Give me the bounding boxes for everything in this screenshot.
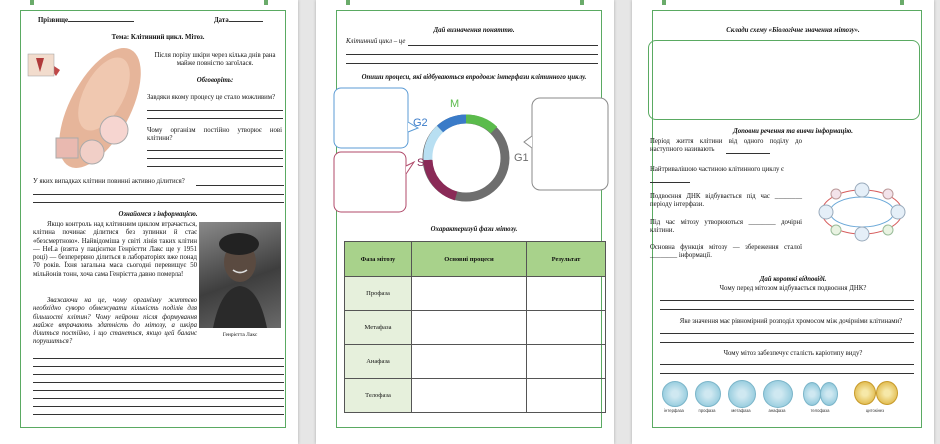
sentence-4: Під час мітозу утворюються ________ дочірні клітини. <box>650 219 802 235</box>
question-3: У яких випадках клітини повинні активно ділитися? <box>33 178 185 185</box>
sentence-5: Основна функція мітозу — збереження сталої ________ інформації. <box>650 244 802 260</box>
table-cell[interactable] <box>412 379 527 413</box>
sentence-2: Найтривалішою частиною клітинного циклу є <box>650 166 784 173</box>
table-cell[interactable] <box>527 379 606 413</box>
corner-flag <box>264 0 268 5</box>
telophase-cell-b <box>820 382 838 406</box>
worksheet-page-3 <box>632 0 934 444</box>
phase-name: Метафаза <box>345 311 412 345</box>
table-row <box>345 311 606 345</box>
corner-flag <box>662 0 666 5</box>
table-cell[interactable] <box>527 345 606 379</box>
corner-flag <box>580 0 584 5</box>
phase-name: Анафаза <box>345 345 412 379</box>
table-cell[interactable] <box>412 345 527 379</box>
finger-wound-illustration <box>22 46 144 170</box>
photo-caption: Генрієтта Лакс <box>222 332 258 338</box>
corner-flag <box>30 0 34 5</box>
answer-question-2: Яке значення має рівномірний розподіл хромосом між дочірніми клітинами? <box>679 318 903 325</box>
cytokinesis-cell-b <box>876 381 898 405</box>
discuss-heading: Обговоріть: <box>196 77 234 84</box>
complete-heading: Доповни речення та вивчи інформацію. <box>733 128 853 135</box>
strip-caption: інтерфаза <box>664 408 684 413</box>
strip-caption: цитокінез <box>865 408 885 413</box>
table-cell[interactable] <box>527 311 606 345</box>
sentence-1: Період життя клітини від одного поділу до наступного називають <box>650 138 802 154</box>
table-header: Результат <box>527 242 606 277</box>
worksheet-page-2 <box>316 0 614 444</box>
table-header: Фаза мітозу <box>345 242 412 277</box>
phase-m-label: M <box>450 98 460 110</box>
surname-label: Прізвище <box>38 17 134 25</box>
topic-title: Тема: Клітинний цикл. Мітоз. <box>111 34 205 41</box>
anaphase-cell <box>763 380 793 408</box>
definition-heading: Дай визначення поняттю. <box>433 27 515 34</box>
question-1: Завдяки якому процесу це стало можливим? <box>147 94 276 101</box>
phase-name: Телофаза <box>345 379 412 413</box>
table-cell[interactable] <box>527 277 606 311</box>
interphase-cell <box>662 381 688 407</box>
interphase-diagram <box>330 86 616 220</box>
intro-text: Після порізу шкіри через кілька днів рана майже повністю загоїлася. <box>154 52 276 68</box>
prophase-cell <box>695 381 721 407</box>
cytokinesis-cell-a <box>854 381 876 405</box>
phase-g1-label: G1 <box>514 152 529 164</box>
scheme-box[interactable] <box>648 40 920 120</box>
interphase-heading: Опиши процеси, які відбуваються впродовж інтерфази клітинного циклу. <box>361 74 587 81</box>
question-2: Чому організм постійно утворює нові клітини? <box>147 127 282 143</box>
table-row <box>345 379 606 413</box>
table-row <box>345 345 606 379</box>
table-cell[interactable] <box>412 277 527 311</box>
mitosis-phases-table <box>344 241 606 413</box>
table-header: Основні процеси <box>412 242 527 277</box>
table-heading: Охарактеризуй фази мітозу. <box>430 226 518 233</box>
cell-cycle-graphic <box>806 180 918 244</box>
corner-flag <box>346 0 350 5</box>
corner-flag <box>900 0 904 5</box>
reflection-question: Зважаючи на це, чому організму життєво необхідно суворо обмежувати кількість поділів для більшості клітин? Чому нейрони після формування майже втрачають здатність до мітозу, а шкіра ділиться постійно, і що станеться, якщо цей баланс порушиться? <box>33 297 197 346</box>
strip-caption: профаза <box>698 408 716 413</box>
phase-s-label: S <box>417 157 425 169</box>
info-text: Якщо контроль над клітинним циклом втрачається, клітина починає ділитися без зупинки й стає «безсмертною». Найвідоміша у світі лінія таких клітин — HeLa (взята у пацієнтки Генрієтти Лакс ще у 1951 році) — безперервно ділиться в лабораторіях вже понад 70 років. Їхня загальна маса сьогодні перевищує 50 мільйонів тонн, хоча сама Генрієтта давно померла! <box>33 221 197 278</box>
strip-caption: телофаза <box>810 408 830 413</box>
answer-question-3: Чому мітоз забезпечує сталість каріотипу виду? <box>723 350 863 357</box>
strip-caption: метафаза <box>731 408 751 413</box>
date-label: Дата <box>214 17 263 25</box>
sentence-3: Подвоєння ДНК відбувається під час ________ періоду інтерфази. <box>650 193 802 209</box>
worksheet-page-1 <box>0 0 298 444</box>
definition-term: Клітинний цикл – це <box>346 38 406 45</box>
scheme-heading: Склади схему «Біологічне значення мітозу». <box>726 27 860 34</box>
henrietta-lacks-photo <box>199 222 281 328</box>
answer-question-1: Чому перед мітозом відбувається подвоєння ДНК? <box>719 285 867 292</box>
metaphase-cell <box>728 380 756 408</box>
phase-g2-label: G2 <box>413 117 428 129</box>
table-cell[interactable] <box>412 311 527 345</box>
telophase-cell-a <box>803 382 821 406</box>
strip-caption: анафаза <box>768 408 786 413</box>
phase-name: Профаза <box>345 277 412 311</box>
info-heading: Ознайомся з інформацією. <box>118 211 198 218</box>
short-answers-heading: Дай короткі відповіді. <box>759 276 827 283</box>
table-row <box>345 277 606 311</box>
